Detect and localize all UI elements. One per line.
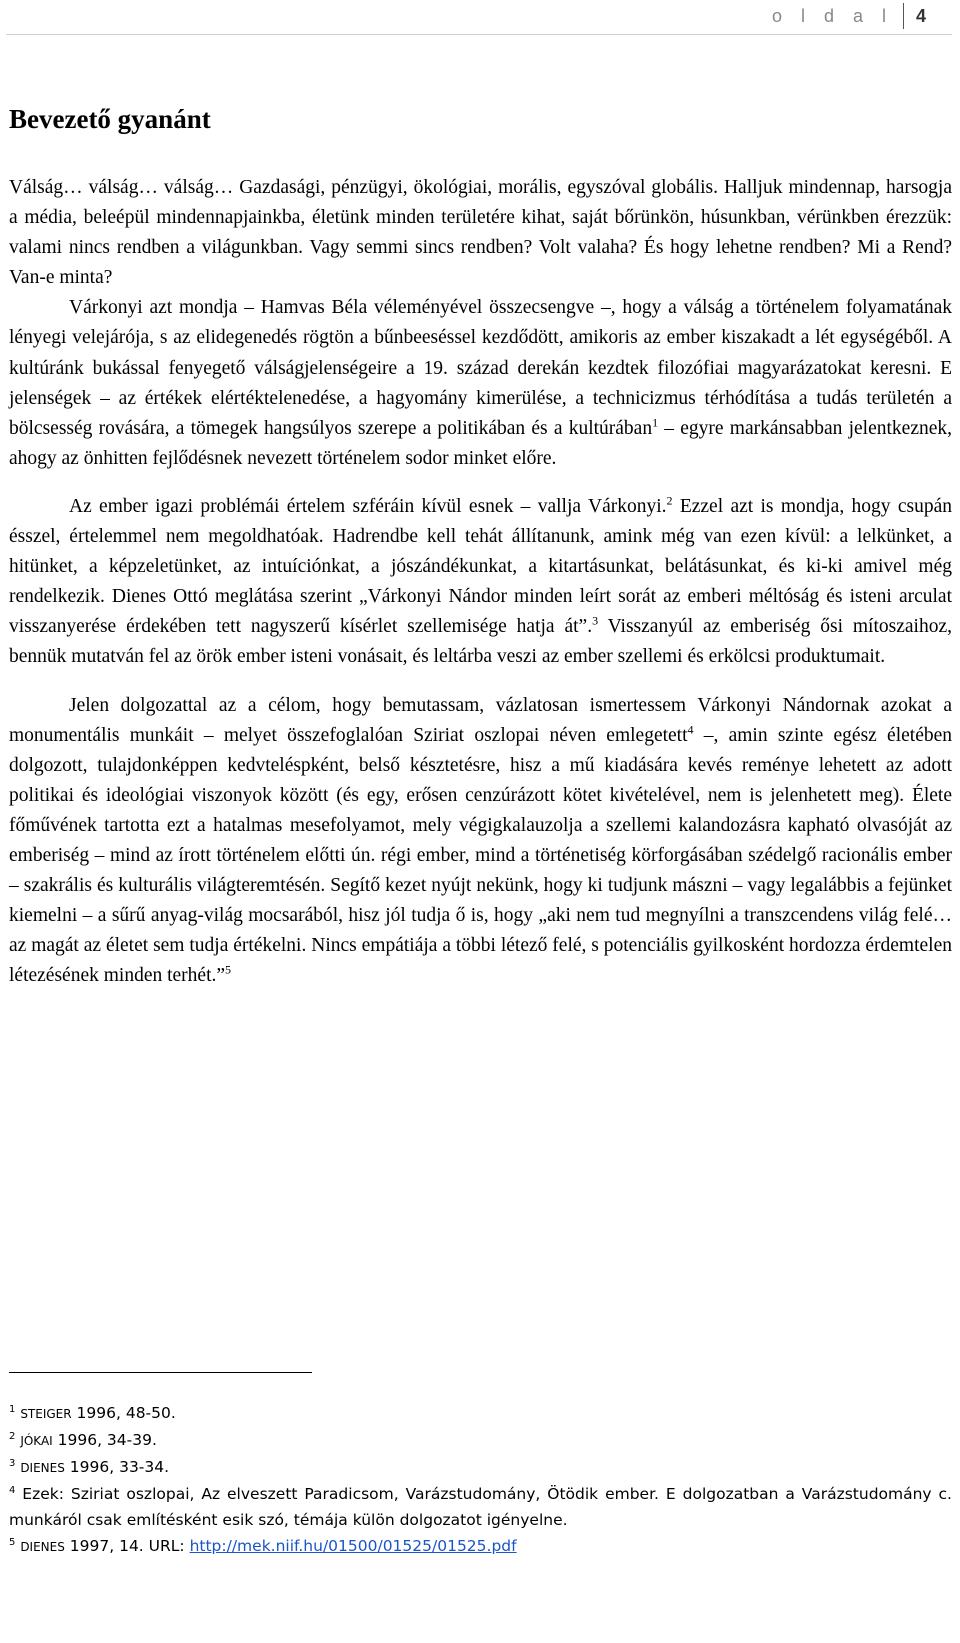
page-header: [772, 0, 926, 32]
footnote-ref-2[interactable]: 2: [666, 493, 673, 508]
footnotes: [9, 1400, 952, 1560]
paragraph-1: Válság… válság… válság… Gazdasági, pénzügyi, ökológiai, morális, egyszóval globális. Halljuk mindennap, harsogja a média, beleépül mindennapjainkba, életünk minden területére kihat, saját bőrünkön, húsunkban, vérünkben érezzük: valami nincs rendben a világunkban. Vagy semmi sincs rendben? Volt valaha? És hogy lehetne rendben? Mi a Rend? Van-e minta?: [9, 177, 952, 289]
footnote-1: [9, 1400, 952, 1427]
footnote-separator: [9, 1372, 312, 1373]
footnote-2: [9, 1427, 952, 1454]
footnote-ref-1[interactable]: 1: [652, 415, 659, 430]
footnote-author: JÓKAI: [20, 1434, 53, 1448]
footnote-text: Ezek: Sziriat oszlopai, Az elveszett Paradicsom, Varázstudomány, Ötödik ember. E dolgozatban a Varázstudomány c. munkáról csak említésként esik szó, témája külön dolgozatot igényelne.: [9, 1485, 952, 1529]
section-title: Bevezető gyanánt: [9, 104, 211, 134]
footnote-ref-3[interactable]: 3: [592, 613, 599, 628]
footnote-number: 5: [9, 1536, 16, 1548]
page-number: 4: [915, 5, 926, 26]
footnote-author: STEIGER: [20, 1407, 72, 1421]
paragraph-2: [9, 293, 952, 474]
paragraph-2-text-a: Várkonyi azt mondja – Hamvas Béla véleményével összecsengve –, hogy a válság a történelem folyamatának lényegi velejárója, s az elidegenedés rögtön a bűnbeeséssel kezdődött, amikoris az ember kiszakadt a lét egységéből. A kultúránk bukással fenyegető válságjelenségeire a 19. század derekán kezdtek filozófiai magyarázatokat keresni. E jelenségek – az értékek elértéktelenedése, a hagyomány kimerülése, a technicizmus térhódítása a tudás területén a bölcsesség rovására, a tömegek hangsúlyos szerepe a politikában és a kultúrában: [9, 297, 952, 439]
paragraph-4-text-b: –, amin szinte egész életében dolgozott, tulajdonképpen kedvteléspként, belső késztetésre, hisz a mű kiadására kevés reménye lehetett az adott politikai és ideológiai viszonyok között (és egy, erősen cenzúrázott kötet kivételével, nem is jelenhetett meg). Élete főművének tartotta ezt a hatalmas mesefolyamot, mely végigkalauzolja a szellemi kalandozásra kapható olvasóját az emberiség – mind az írott történelem előtti ún. régi ember, mind a történetiség körforgásában szédelgő racionális ember – szakrális és kulturális világteremtésén. Segítő kezet nyújt nekünk, hogy ki tudjunk mászni – vagy legalábbis a fejünket kiemelni – a sűrű anyag-világ mocsarából, hisz jól tudja ő is, hogy „aki nem tud megnyílni a transzcendens világ felé… az magát az életet sem tudja értékelni. Nincs empátiája a többi létező felé, s potenciális gyilkosként hordozza érdemtelen létezésének minden terhét.”: [9, 724, 953, 987]
footnote-url-link[interactable]: http://mek.niif.hu/01500/01525/01525.pdf: [189, 1537, 517, 1555]
footnote-reference: 1996, 33-34.: [64, 1458, 170, 1476]
paragraph-3-text-b: Ezzel azt is mondja, hogy csupán ésszel, értelemmel nem megoldhatóak. Hadrendbe kell tehát állítanunk, amink még van ezen kívül: a lelkünket, a hitünket, a képzeletünket, az intuíciónkat, a jószándékunkat, a kitartásunkat, belátásunkat, és ki-ki amivel még rendelkezik. Dienes Ottó meglátása szerint „Várkonyi Nándor minden leírt sorát az emberi méltóság és isteni arculat visszanyerése érdekében tett nagyszerű kísérlet szellemisége hatja át”.: [9, 495, 952, 638]
paragraph-3-text-c: Visszanyúl az emberiség ősi mítoszaihoz, bennük mutatván fel az örök ember isteni vonásait, és leltárba veszi az ember szellemi és erkölcsi produktumait.: [9, 616, 952, 668]
paragraph-3-text-a: Az ember igazi problémái értelem szféráin kívül esnek – vallja Várkonyi.: [69, 495, 667, 517]
header-divider: [6, 34, 952, 35]
paragraph-2-text-b: – egyre markánsabban jelentkeznek, ahogy az önhitten fejlődésnek nevezett történelem sodor minket előre.: [9, 417, 953, 469]
footnote-ref-4[interactable]: 4: [687, 722, 694, 737]
footnote-number: 4: [9, 1484, 16, 1496]
footnote-5: [9, 1533, 952, 1560]
body-text: [9, 173, 952, 991]
paragraph-4: [9, 691, 952, 992]
footnote-number: 3: [9, 1457, 16, 1469]
footnote-reference: 1997, 14. URL:: [64, 1537, 190, 1555]
footnote-number: 2: [9, 1430, 16, 1442]
footnote-ref-5[interactable]: 5: [225, 962, 232, 977]
footnote-4: [9, 1481, 952, 1533]
footnote-reference: 1996, 34-39.: [52, 1431, 157, 1449]
paragraph-3: [9, 492, 952, 673]
footnote-author: DIENES: [20, 1461, 65, 1475]
footnote-3: [9, 1454, 952, 1481]
footnote-author: DIENES: [20, 1540, 65, 1554]
footnote-number: 1: [9, 1403, 16, 1415]
page-label: o l d a l: [771, 5, 893, 26]
header-separator: [903, 3, 904, 29]
footnote-reference: 1996, 48-50.: [71, 1404, 176, 1422]
paragraph-4-text-a: Jelen dolgozattal az a célom, hogy bemutassam, vázlatosan ismertessem Várkonyi Nándornak azokat a monumentális munkáit – melyet összefoglalóan Sziriat oszlopai néven emlegetett: [9, 694, 952, 746]
